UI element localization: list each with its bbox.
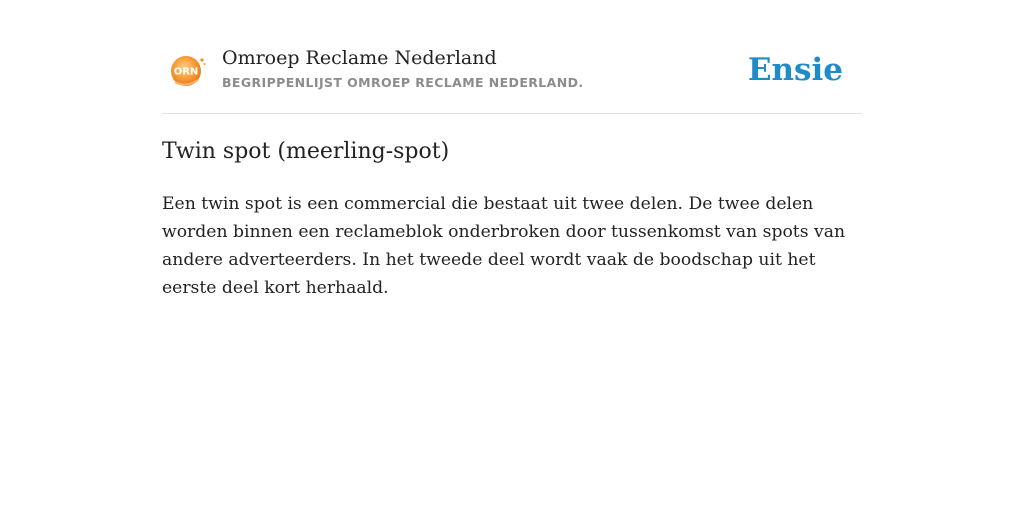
- orn-logo-icon: [167, 52, 207, 88]
- header: [162, 40, 862, 114]
- logo-text: ORN: [173, 66, 199, 78]
- source-subtitle[interactable]: BEGRIPPENLIJST OMROEP RECLAME NEDERLAND.: [222, 75, 584, 90]
- term-title: Twin spot (meerling-spot): [162, 139, 450, 164]
- source-name[interactable]: Omroep Reclame Nederland: [222, 47, 497, 69]
- orn-logo-graphic: [167, 52, 207, 88]
- ensie-brand-link[interactable]: Ensie: [747, 52, 843, 88]
- term-definition: Een twin spot is een commercial die bestaat uit twee delen. De twee delen worden binnen een reclameblok onderbroken door tussenkomst van spots van andere adverteerders. In het tweede deel wordt vaak de boodschap uit het eerste deel kort herhaald.: [162, 194, 846, 298]
